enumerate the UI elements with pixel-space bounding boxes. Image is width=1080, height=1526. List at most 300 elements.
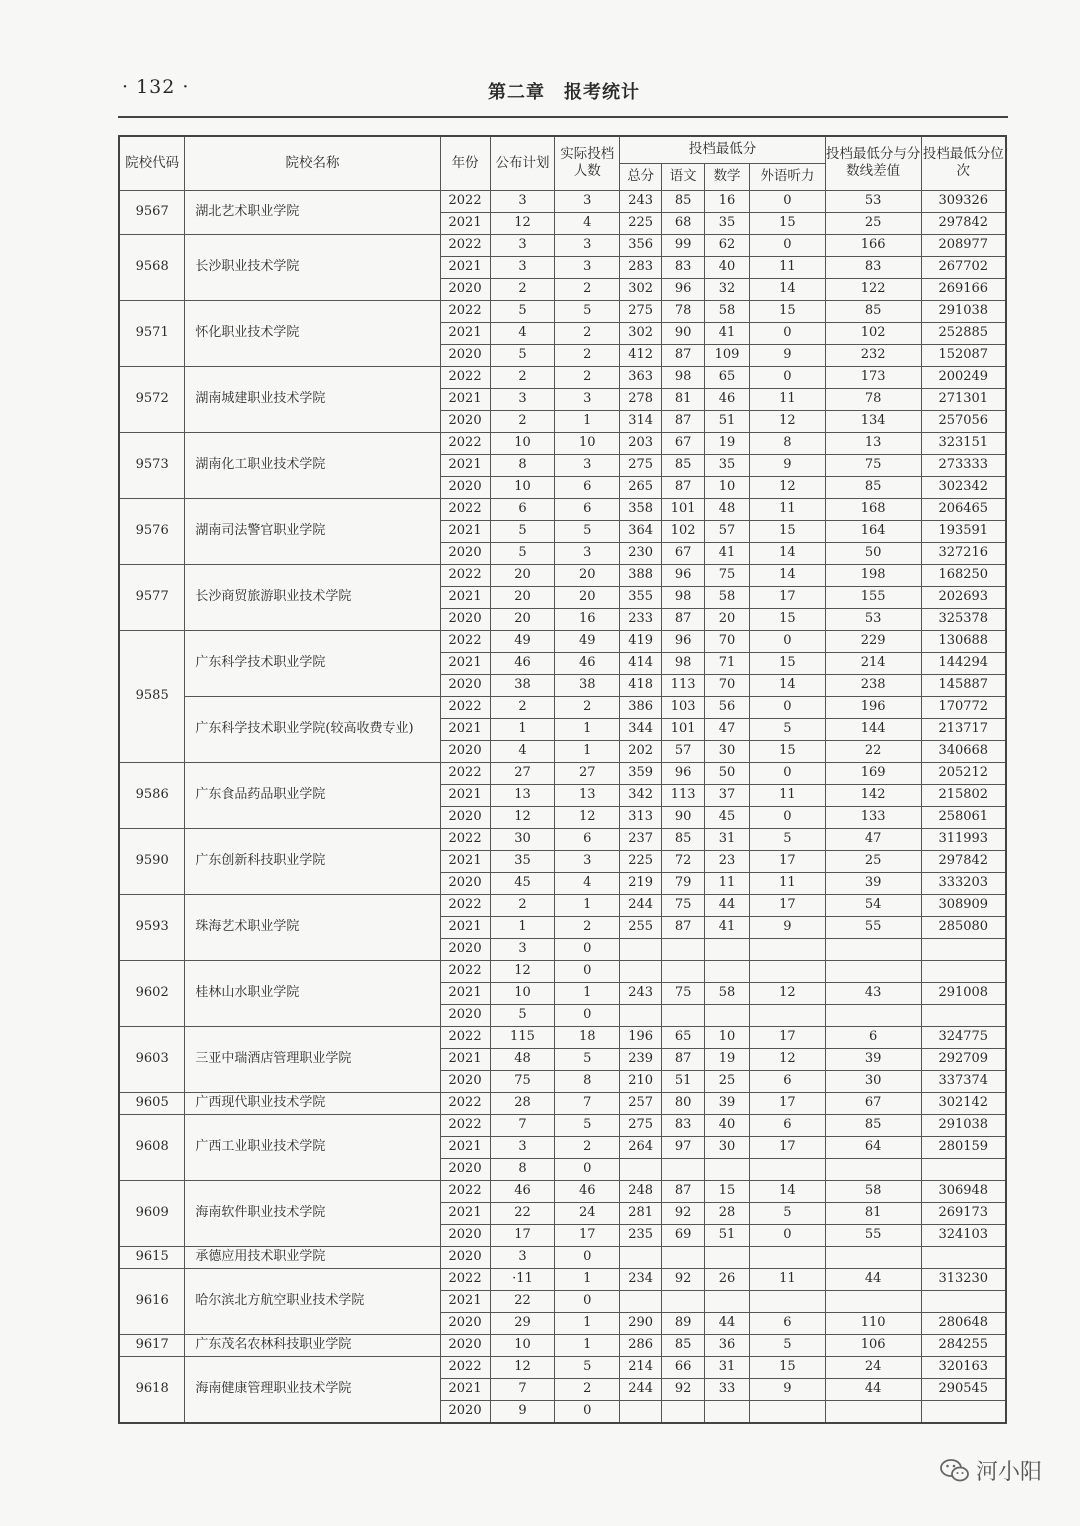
- cell-diff: 122: [825, 278, 921, 300]
- cell-rank: [921, 1290, 1006, 1312]
- table-row: [119, 894, 1006, 916]
- cell-math: 109: [705, 344, 750, 366]
- cell-total: 202: [620, 740, 662, 762]
- table-row: [119, 1114, 1006, 1136]
- cell-chinese: 85: [662, 1334, 705, 1356]
- cell-year: 2022: [440, 366, 490, 388]
- cell-foreign: 5: [750, 1334, 826, 1356]
- cell-year: 2022: [440, 1356, 490, 1378]
- cell-foreign: 0: [750, 366, 826, 388]
- cell-total: 210: [620, 1070, 662, 1092]
- table-row: [119, 1334, 1006, 1356]
- cell-rank: 280159: [921, 1136, 1006, 1158]
- cell-math: [705, 938, 750, 960]
- cell-diff: 238: [825, 674, 921, 696]
- cell-plan: 3: [490, 190, 555, 212]
- cell-math: 23: [705, 850, 750, 872]
- cell-math: 44: [705, 894, 750, 916]
- cell-math: [705, 960, 750, 982]
- cell-foreign: 12: [750, 410, 826, 432]
- cell-actual: 1: [555, 982, 620, 1004]
- cell-chinese: 83: [662, 256, 705, 278]
- school-name: 广西现代职业技术学院: [185, 1092, 440, 1114]
- header-name: 院校名称: [185, 136, 440, 190]
- cell-actual: 1: [555, 894, 620, 916]
- school-code: 9617: [119, 1334, 185, 1356]
- cell-total: [620, 1246, 662, 1268]
- cell-year: 2022: [440, 696, 490, 718]
- wechat-icon: [940, 1458, 970, 1484]
- cell-total: 358: [620, 498, 662, 520]
- school-name: 承德应用技术职业学院: [185, 1246, 440, 1268]
- cell-rank: 340668: [921, 740, 1006, 762]
- cell-year: 2021: [440, 652, 490, 674]
- cell-chinese: 96: [662, 762, 705, 784]
- school-code: 9615: [119, 1246, 185, 1268]
- cell-plan: ·11: [490, 1268, 555, 1290]
- cell-rank: 252885: [921, 322, 1006, 344]
- cell-diff: 196: [825, 696, 921, 718]
- cell-diff: 39: [825, 872, 921, 894]
- cell-year: 2020: [440, 1334, 490, 1356]
- cell-plan: 38: [490, 674, 555, 696]
- cell-total: 234: [620, 1268, 662, 1290]
- cell-total: 225: [620, 212, 662, 234]
- cell-diff: 173: [825, 366, 921, 388]
- cell-rank: 208977: [921, 234, 1006, 256]
- cell-plan: 29: [490, 1312, 555, 1334]
- admission-stats-table: [118, 135, 1007, 1424]
- table-row: [119, 1356, 1006, 1378]
- cell-math: 30: [705, 1136, 750, 1158]
- cell-diff: 53: [825, 190, 921, 212]
- cell-chinese: 75: [662, 894, 705, 916]
- cell-foreign: 15: [750, 212, 826, 234]
- cell-foreign: 9: [750, 916, 826, 938]
- cell-year: 2020: [440, 410, 490, 432]
- cell-actual: 0: [555, 1400, 620, 1423]
- cell-total: [620, 960, 662, 982]
- header-actual: 实际投档人数: [555, 136, 620, 190]
- cell-rank: 145887: [921, 674, 1006, 696]
- cell-chinese: 97: [662, 1136, 705, 1158]
- cell-plan: 13: [490, 784, 555, 806]
- cell-foreign: 6: [750, 1114, 826, 1136]
- cell-foreign: [750, 938, 826, 960]
- cell-plan: 3: [490, 1246, 555, 1268]
- school-name: 广东茂名农林科技职业学院: [185, 1334, 440, 1356]
- cell-diff: 169: [825, 762, 921, 784]
- cell-chinese: 87: [662, 476, 705, 498]
- cell-plan: 22: [490, 1290, 555, 1312]
- table-body: [119, 190, 1006, 1423]
- cell-year: 2021: [440, 718, 490, 740]
- cell-total: 235: [620, 1224, 662, 1246]
- cell-math: 28: [705, 1202, 750, 1224]
- cell-total: 283: [620, 256, 662, 278]
- cell-math: 71: [705, 652, 750, 674]
- cell-total: 219: [620, 872, 662, 894]
- table-row: [119, 1026, 1006, 1048]
- cell-math: [705, 1290, 750, 1312]
- cell-rank: 271301: [921, 388, 1006, 410]
- cell-total: 414: [620, 652, 662, 674]
- cell-year: 2021: [440, 850, 490, 872]
- cell-rank: 333203: [921, 872, 1006, 894]
- cell-total: 355: [620, 586, 662, 608]
- cell-rank: 257056: [921, 410, 1006, 432]
- cell-diff: 24: [825, 1356, 921, 1378]
- cell-plan: 45: [490, 872, 555, 894]
- cell-total: 257: [620, 1092, 662, 1114]
- cell-total: 290: [620, 1312, 662, 1334]
- cell-diff: 30: [825, 1070, 921, 1092]
- cell-actual: 24: [555, 1202, 620, 1224]
- cell-year: 2020: [440, 1158, 490, 1180]
- school-code: 9593: [119, 894, 185, 960]
- school-code: 9616: [119, 1268, 185, 1334]
- school-name: 长沙商贸旅游职业技术学院: [185, 564, 440, 630]
- school-name: 怀化职业技术学院: [185, 300, 440, 366]
- cell-year: 2020: [440, 938, 490, 960]
- cell-actual: 2: [555, 278, 620, 300]
- cell-math: 31: [705, 828, 750, 850]
- cell-math: 48: [705, 498, 750, 520]
- cell-chinese: 85: [662, 828, 705, 850]
- cell-total: 386: [620, 696, 662, 718]
- cell-foreign: 0: [750, 696, 826, 718]
- table-row: [119, 1180, 1006, 1202]
- cell-year: 2021: [440, 322, 490, 344]
- cell-actual: 3: [555, 542, 620, 564]
- cell-diff: 58: [825, 1180, 921, 1202]
- cell-chinese: 92: [662, 1202, 705, 1224]
- cell-plan: 46: [490, 652, 555, 674]
- cell-foreign: 9: [750, 344, 826, 366]
- cell-year: 2020: [440, 740, 490, 762]
- cell-total: 275: [620, 1114, 662, 1136]
- cell-year: 2022: [440, 630, 490, 652]
- cell-actual: 1: [555, 410, 620, 432]
- cell-foreign: 15: [750, 520, 826, 542]
- cell-diff: [825, 960, 921, 982]
- school-name: 广东科学技术职业学院(较高收费专业): [185, 696, 440, 762]
- cell-foreign: 15: [750, 1356, 826, 1378]
- cell-rank: 325378: [921, 608, 1006, 630]
- cell-year: 2020: [440, 1004, 490, 1026]
- table-row: [119, 828, 1006, 850]
- cell-actual: 2: [555, 696, 620, 718]
- cell-rank: 213717: [921, 718, 1006, 740]
- cell-year: 2021: [440, 454, 490, 476]
- cell-plan: 27: [490, 762, 555, 784]
- cell-actual: 0: [555, 1246, 620, 1268]
- header-math: 数学: [705, 163, 750, 190]
- cell-math: 32: [705, 278, 750, 300]
- cell-total: 314: [620, 410, 662, 432]
- cell-actual: 16: [555, 608, 620, 630]
- cell-actual: 18: [555, 1026, 620, 1048]
- cell-chinese: [662, 1290, 705, 1312]
- cell-actual: 20: [555, 564, 620, 586]
- cell-year: 2022: [440, 762, 490, 784]
- cell-plan: 5: [490, 1004, 555, 1026]
- school-name: 海南软件职业技术学院: [185, 1180, 440, 1246]
- cell-year: 2020: [440, 674, 490, 696]
- cell-rank: 302142: [921, 1092, 1006, 1114]
- cell-foreign: 12: [750, 982, 826, 1004]
- header-diff: 投档最低分与分数线差值: [825, 136, 921, 190]
- cell-diff: [825, 1400, 921, 1423]
- cell-plan: 12: [490, 212, 555, 234]
- cell-foreign: [750, 1246, 826, 1268]
- cell-total: 344: [620, 718, 662, 740]
- cell-plan: 49: [490, 630, 555, 652]
- cell-plan: 1: [490, 718, 555, 740]
- cell-actual: 0: [555, 1290, 620, 1312]
- header-total: 总分: [620, 163, 662, 190]
- cell-foreign: 11: [750, 256, 826, 278]
- cell-math: 30: [705, 740, 750, 762]
- cell-plan: 30: [490, 828, 555, 850]
- cell-chinese: [662, 960, 705, 982]
- cell-total: 281: [620, 1202, 662, 1224]
- cell-total: 239: [620, 1048, 662, 1070]
- cell-year: 2020: [440, 872, 490, 894]
- table-row: [119, 498, 1006, 520]
- cell-rank: 327216: [921, 542, 1006, 564]
- cell-math: 46: [705, 388, 750, 410]
- cell-plan: 2: [490, 894, 555, 916]
- cell-chinese: 99: [662, 234, 705, 256]
- cell-chinese: 96: [662, 630, 705, 652]
- cell-chinese: 83: [662, 1114, 705, 1136]
- cell-diff: 168: [825, 498, 921, 520]
- cell-foreign: 6: [750, 1312, 826, 1334]
- cell-rank: 324775: [921, 1026, 1006, 1048]
- cell-rank: 302342: [921, 476, 1006, 498]
- cell-diff: 44: [825, 1268, 921, 1290]
- cell-math: 40: [705, 256, 750, 278]
- school-code: 9603: [119, 1026, 185, 1092]
- cell-actual: 3: [555, 234, 620, 256]
- cell-chinese: 101: [662, 498, 705, 520]
- cell-chinese: 113: [662, 784, 705, 806]
- cell-year: 2022: [440, 960, 490, 982]
- school-name: 广东创新科技职业学院: [185, 828, 440, 894]
- cell-actual: 13: [555, 784, 620, 806]
- cell-math: [705, 1246, 750, 1268]
- cell-chinese: 85: [662, 454, 705, 476]
- cell-math: 19: [705, 432, 750, 454]
- cell-plan: 10: [490, 432, 555, 454]
- cell-diff: 232: [825, 344, 921, 366]
- cell-rank: 269173: [921, 1202, 1006, 1224]
- cell-total: 302: [620, 322, 662, 344]
- header-min-score: 投档最低分: [620, 136, 826, 163]
- cell-actual: 6: [555, 498, 620, 520]
- cell-math: 70: [705, 630, 750, 652]
- cell-total: 275: [620, 300, 662, 322]
- cell-diff: 75: [825, 454, 921, 476]
- cell-year: 2020: [440, 1400, 490, 1423]
- cell-actual: 1: [555, 740, 620, 762]
- cell-year: 2022: [440, 1092, 490, 1114]
- cell-total: 203: [620, 432, 662, 454]
- cell-rank: [921, 1004, 1006, 1026]
- cell-math: 75: [705, 564, 750, 586]
- cell-actual: 0: [555, 1158, 620, 1180]
- cell-total: 237: [620, 828, 662, 850]
- cell-chinese: 90: [662, 806, 705, 828]
- cell-diff: 47: [825, 828, 921, 850]
- cell-rank: [921, 938, 1006, 960]
- cell-math: 62: [705, 234, 750, 256]
- cell-foreign: 14: [750, 278, 826, 300]
- cell-total: 265: [620, 476, 662, 498]
- table-row: [119, 762, 1006, 784]
- cell-actual: 2: [555, 916, 620, 938]
- cell-actual: 0: [555, 960, 620, 982]
- cell-actual: 27: [555, 762, 620, 784]
- header-foreign: 外语听力: [750, 163, 826, 190]
- cell-rank: 309326: [921, 190, 1006, 212]
- cell-rank: 206465: [921, 498, 1006, 520]
- cell-year: 2022: [440, 1026, 490, 1048]
- school-code: 9605: [119, 1092, 185, 1114]
- cell-math: 31: [705, 1356, 750, 1378]
- cell-actual: 5: [555, 520, 620, 542]
- cell-rank: [921, 1158, 1006, 1180]
- cell-actual: 6: [555, 476, 620, 498]
- cell-rank: 311993: [921, 828, 1006, 850]
- cell-year: 2022: [440, 190, 490, 212]
- cell-foreign: 17: [750, 1136, 826, 1158]
- cell-chinese: 75: [662, 982, 705, 1004]
- cell-plan: 48: [490, 1048, 555, 1070]
- cell-math: 47: [705, 718, 750, 740]
- cell-total: 418: [620, 674, 662, 696]
- cell-plan: 8: [490, 1158, 555, 1180]
- cell-diff: 166: [825, 234, 921, 256]
- cell-year: 2022: [440, 1268, 490, 1290]
- cell-foreign: 11: [750, 872, 826, 894]
- header-rule: [118, 116, 1008, 118]
- cell-chinese: 98: [662, 652, 705, 674]
- cell-rank: 291038: [921, 1114, 1006, 1136]
- cell-total: 313: [620, 806, 662, 828]
- cell-diff: 155: [825, 586, 921, 608]
- cell-foreign: [750, 1400, 826, 1423]
- cell-rank: 297842: [921, 212, 1006, 234]
- cell-actual: 6: [555, 828, 620, 850]
- school-code: 9571: [119, 300, 185, 366]
- cell-foreign: 0: [750, 762, 826, 784]
- school-code: 9609: [119, 1180, 185, 1246]
- account-name: 河小阳: [975, 1460, 1042, 1485]
- cell-rank: 258061: [921, 806, 1006, 828]
- cell-rank: 313230: [921, 1268, 1006, 1290]
- cell-chinese: 67: [662, 432, 705, 454]
- cell-chinese: 87: [662, 608, 705, 630]
- cell-chinese: 89: [662, 1312, 705, 1334]
- cell-foreign: 17: [750, 850, 826, 872]
- school-name: 广东科学技术职业学院: [185, 630, 440, 696]
- cell-rank: 200249: [921, 366, 1006, 388]
- cell-math: [705, 1004, 750, 1026]
- school-code: 9568: [119, 234, 185, 300]
- cell-math: 51: [705, 410, 750, 432]
- cell-foreign: 14: [750, 542, 826, 564]
- table-row: [119, 366, 1006, 388]
- cell-plan: 17: [490, 1224, 555, 1246]
- cell-plan: 3: [490, 256, 555, 278]
- cell-diff: [825, 1158, 921, 1180]
- cell-year: 2020: [440, 1312, 490, 1334]
- cell-foreign: 11: [750, 498, 826, 520]
- cell-actual: 7: [555, 1092, 620, 1114]
- cell-year: 2021: [440, 256, 490, 278]
- header-code: 院校代码: [119, 136, 185, 190]
- cell-rank: 291008: [921, 982, 1006, 1004]
- cell-chinese: 80: [662, 1092, 705, 1114]
- cell-total: [620, 1290, 662, 1312]
- cell-diff: 39: [825, 1048, 921, 1070]
- cell-diff: [825, 938, 921, 960]
- cell-diff: 64: [825, 1136, 921, 1158]
- cell-total: [620, 1158, 662, 1180]
- cell-rank: 215802: [921, 784, 1006, 806]
- cell-diff: 229: [825, 630, 921, 652]
- cell-rank: 152087: [921, 344, 1006, 366]
- cell-math: 26: [705, 1268, 750, 1290]
- cell-diff: 142: [825, 784, 921, 806]
- cell-foreign: 15: [750, 652, 826, 674]
- cell-foreign: 15: [750, 300, 826, 322]
- footer-watermark: [940, 1455, 1042, 1486]
- cell-actual: 10: [555, 432, 620, 454]
- cell-total: 244: [620, 1378, 662, 1400]
- cell-plan: 5: [490, 300, 555, 322]
- cell-rank: 291038: [921, 300, 1006, 322]
- cell-plan: 12: [490, 960, 555, 982]
- school-code: 9590: [119, 828, 185, 894]
- cell-foreign: 17: [750, 894, 826, 916]
- cell-math: 36: [705, 1334, 750, 1356]
- cell-plan: 8: [490, 454, 555, 476]
- cell-total: 264: [620, 1136, 662, 1158]
- cell-math: 25: [705, 1070, 750, 1092]
- cell-math: 15: [705, 1180, 750, 1202]
- cell-plan: 5: [490, 344, 555, 366]
- cell-actual: 4: [555, 212, 620, 234]
- school-code: 9573: [119, 432, 185, 498]
- cell-foreign: 0: [750, 1224, 826, 1246]
- cell-foreign: 8: [750, 432, 826, 454]
- cell-actual: 5: [555, 1048, 620, 1070]
- cell-chinese: 68: [662, 212, 705, 234]
- cell-chinese: 57: [662, 740, 705, 762]
- cell-actual: 3: [555, 256, 620, 278]
- cell-chinese: 90: [662, 322, 705, 344]
- cell-rank: 269166: [921, 278, 1006, 300]
- cell-foreign: 0: [750, 322, 826, 344]
- cell-math: 57: [705, 520, 750, 542]
- cell-total: 225: [620, 850, 662, 872]
- cell-year: 2020: [440, 278, 490, 300]
- cell-chinese: 113: [662, 674, 705, 696]
- cell-foreign: 9: [750, 1378, 826, 1400]
